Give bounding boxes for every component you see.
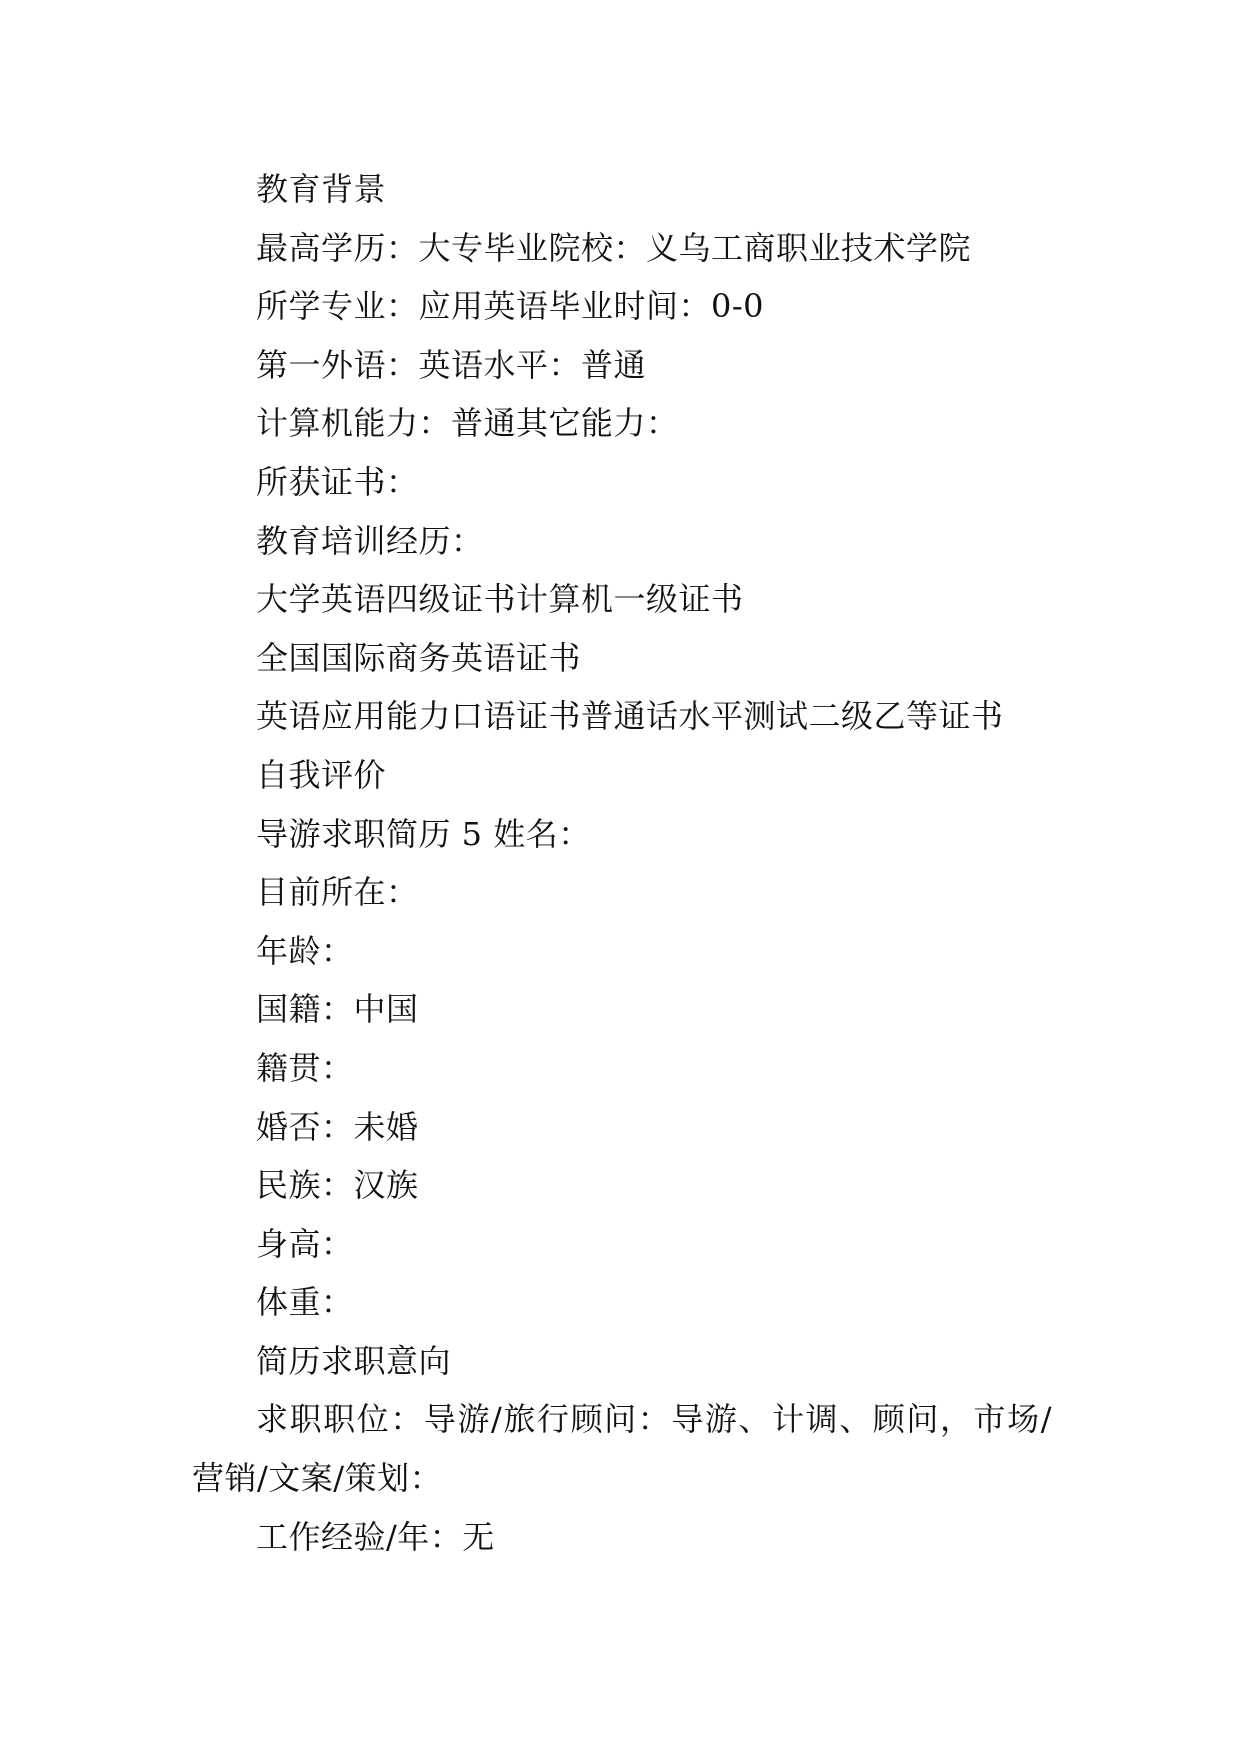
certificate-item: 英语应用能力口语证书普通话水平测试二级乙等证书 (256, 697, 1004, 736)
section-heading-self-evaluation: 自我评价 (256, 755, 387, 794)
document-body (192, 160, 1052, 1566)
training-history-line: 教育培训经历： (256, 521, 484, 560)
desired-position-line: 求职职位：导游/旅行顾问：导游、计调、顾问，市场/营销/文案/策划： (192, 1400, 1052, 1498)
nationality-line: 国籍：中国 (256, 990, 419, 1029)
foreign-language-line: 第一外语：英语水平：普通 (256, 345, 647, 384)
section-heading-education: 教育背景 (256, 170, 387, 208)
highest-degree-line: 最高学历：大专毕业院校：义乌工商职业技术学院 (256, 228, 972, 267)
certificate-item: 大学英语四级证书计算机一级证书 (256, 580, 744, 619)
ethnicity-line: 民族：汉族 (256, 1166, 419, 1205)
age-line: 年龄： (256, 931, 354, 970)
weight-line: 体重： (256, 1283, 354, 1322)
marital-status-line: 婚否：未婚 (256, 1107, 419, 1146)
current-location-line: 目前所在： (256, 873, 419, 912)
computer-skill-line: 计算机能力：普通其它能力： (256, 404, 679, 443)
native-place-line: 籍贯： (256, 1048, 354, 1087)
height-line: 身高： (256, 1224, 354, 1263)
certificates-line: 所获证书： (256, 462, 419, 501)
resume-title-name-line: 导游求职简历 5 姓名： (256, 814, 591, 853)
certificate-item: 全国国际商务英语证书 (256, 638, 582, 677)
section-heading-job-intention: 简历求职意向 (256, 1341, 452, 1380)
major-line: 所学专业：应用英语毕业时间：0-0 (256, 287, 765, 326)
work-experience-line: 工作经验/年：无 (256, 1517, 495, 1556)
